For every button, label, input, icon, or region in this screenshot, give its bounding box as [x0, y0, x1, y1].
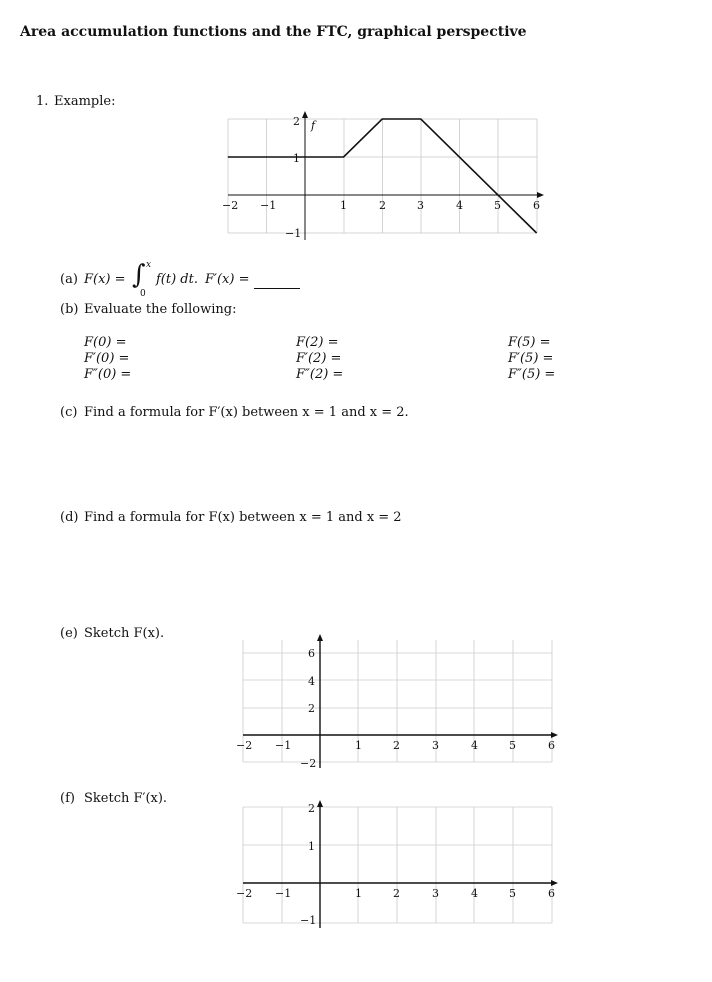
e-ytick-6: 6: [308, 647, 315, 660]
eval-fpp0: F″(0) =: [84, 367, 132, 382]
eval-fp2: F′(2) =: [296, 351, 342, 366]
integral-sign-icon: ∫: [132, 260, 146, 290]
part-b-col1: [84, 335, 131, 383]
eval-fp0: F′(0) =: [84, 351, 130, 366]
part-c-label: (c): [60, 405, 78, 420]
part-e-text: Sketch F(x).: [84, 626, 165, 641]
e-ytick-4: 4: [308, 675, 315, 688]
f-ytick-m1: −1: [285, 227, 302, 240]
part-a-prefix: F(x) =: [84, 272, 126, 287]
f-ytick-2: 2: [293, 115, 300, 128]
eval-fpp2: F″(2) =: [296, 367, 344, 382]
ff-xtick-1: 1: [355, 887, 362, 900]
e-ytick-m2: −2: [300, 757, 317, 770]
part-d-label: (d): [60, 510, 79, 525]
f-xtick-4: 4: [456, 199, 463, 212]
part-b-col2: [296, 335, 343, 383]
e-xtick-4: 4: [471, 739, 478, 752]
part-b-label: (b): [60, 302, 79, 317]
graph-sketch-F[interactable]: [230, 628, 565, 773]
eval-f0: F(0) =: [84, 335, 127, 350]
e-xtick-5: 5: [509, 739, 516, 752]
ff-ytick-1: 1: [308, 840, 315, 853]
e-xtick-m2: −2: [236, 739, 253, 752]
f-ylabel: f: [311, 119, 316, 132]
part-a-integrand: f(t) dt.: [156, 272, 198, 287]
graph-ff-y-arrow: [317, 800, 323, 807]
part-b-text: Evaluate the following:: [84, 302, 237, 317]
f-xtick-3: 3: [417, 199, 424, 212]
f-xtick-m1: −1: [260, 199, 277, 212]
part-f-label: (f): [60, 791, 75, 806]
eval-f5: F(5) =: [508, 335, 551, 350]
part-f-text: Sketch F′(x).: [84, 791, 168, 806]
f-xtick-m2: −2: [222, 199, 239, 212]
f-xtick-6: 6: [533, 199, 540, 212]
graph-f-y-arrow: [302, 111, 308, 118]
ff-xtick-5: 5: [509, 887, 516, 900]
part-a-lower-limit: 0: [140, 289, 146, 299]
e-xtick-m1: −1: [275, 739, 292, 752]
ff-xtick-6: 6: [548, 887, 555, 900]
part-b-col3: [508, 335, 555, 383]
e-xtick-6: 6: [548, 739, 555, 752]
f-xtick-1: 1: [340, 199, 347, 212]
graph-f: [215, 108, 550, 243]
graph-f-x-arrow: [537, 192, 544, 198]
part-c-text: Find a formula for F′(x) between x = 1 and x = 2.: [84, 405, 409, 420]
ff-xtick-2: 2: [393, 887, 400, 900]
e-xtick-3: 3: [432, 739, 439, 752]
part-a-suffix: F′(x) =: [205, 272, 250, 287]
graph-ff-grid: [243, 807, 552, 923]
eval-f2: F(2) =: [296, 335, 339, 350]
ff-ytick-2: 2: [308, 802, 315, 815]
e-xtick-1: 1: [355, 739, 362, 752]
part-a-answer-blank[interactable]: [254, 278, 300, 289]
graph-ff-x-arrow: [551, 880, 558, 886]
page-title: Area accumulation functions and the FTC, graphical perspective: [20, 24, 527, 40]
problem-label: Example:: [54, 94, 116, 109]
graph-e-x-arrow: [551, 732, 558, 738]
ff-xtick-m1: −1: [275, 887, 292, 900]
graph-e-y-arrow: [317, 634, 323, 641]
f-xtick-5: 5: [494, 199, 501, 212]
graph-sketch-Fprime[interactable]: [230, 795, 565, 930]
eval-fp5: F′(5) =: [508, 351, 554, 366]
f-xtick-2: 2: [379, 199, 386, 212]
part-e-label: (e): [60, 626, 78, 641]
part-a-upper-limit: x: [146, 260, 152, 270]
f-ytick-1: 1: [293, 152, 300, 165]
ff-xtick-3: 3: [432, 887, 439, 900]
ff-xtick-m2: −2: [236, 887, 253, 900]
eval-fpp5: F″(5) =: [508, 367, 556, 382]
part-d-text: Find a formula for F(x) between x = 1 and x = 2: [84, 510, 402, 525]
ff-ytick-m1: −1: [300, 914, 317, 927]
ff-xtick-4: 4: [471, 887, 478, 900]
e-xtick-2: 2: [393, 739, 400, 752]
problem-number: 1.: [36, 94, 49, 109]
part-a-label: (a): [60, 272, 78, 287]
e-ytick-2: 2: [308, 702, 315, 715]
graph-f-grid: [228, 119, 537, 233]
